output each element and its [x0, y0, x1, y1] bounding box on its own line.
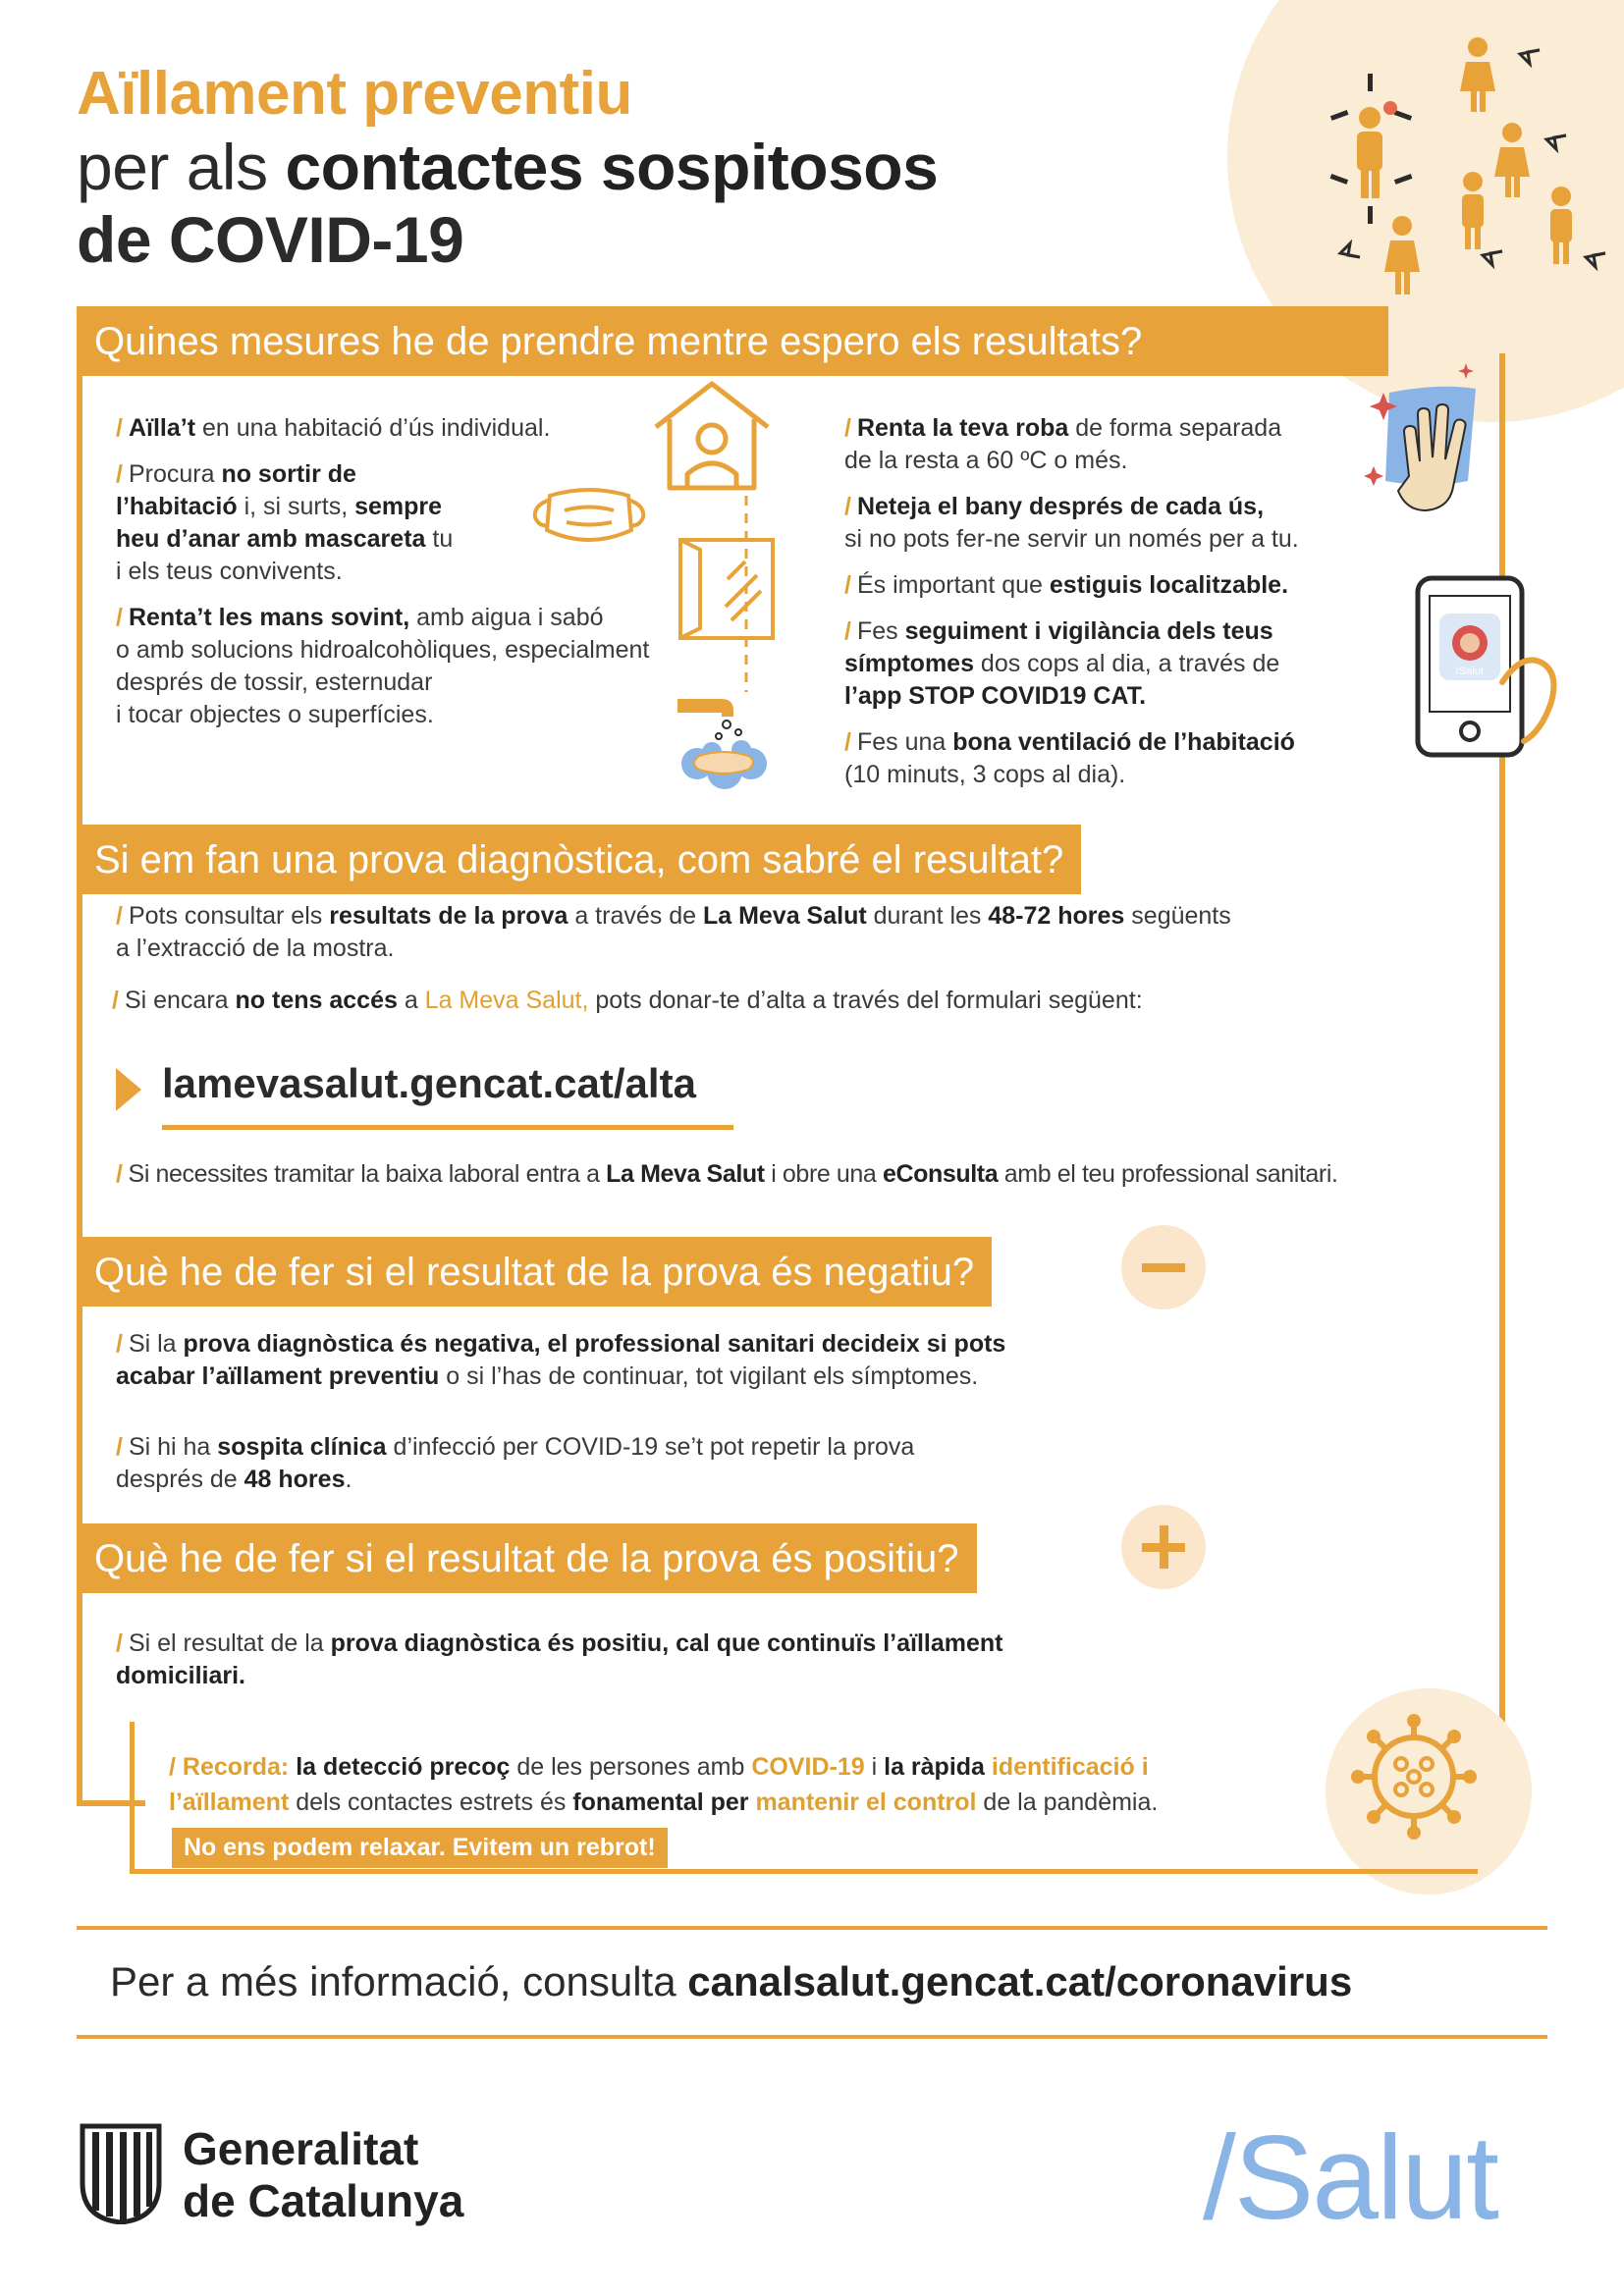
negative-paragraph-2: / Si hi ha sospita clínica d’infecció per COVID-19 se’t pot repetir la prova després de 48 hores. [116, 1433, 915, 1493]
negative-paragraph-1: / Si la prova diagnòstica és negativa, el professional sanitari decideix si pots acabar l’aïllament preventiu o si l’has de continuar, tot vigilant els símptomes. [116, 1330, 1006, 1390]
signup-link[interactable]: lamevasalut.gencat.cat/alta [162, 1060, 696, 1106]
sick-leave-paragraph: / Si necessites tramitar la baixa laboral entra a La Meva Salut i obre una eConsulta amb el teu professional sanitari. [116, 1160, 1338, 1188]
section-heading-measures: Quines mesures he de prendre mentre espero els resultats? [77, 306, 1388, 376]
house-person-icon [648, 378, 776, 496]
person-icon [1357, 107, 1382, 198]
person-icon [1462, 172, 1484, 249]
measure-be-reachable: / És important que estiguis localitzable. [844, 571, 1289, 599]
person-icon [1550, 187, 1572, 264]
measure-wash-hands: / Renta’t les mans sovint, amb aigua i sabó o amb solucions hidroalcohòliques, especialment després de tossir, esternudar i tocar objectes o superfícies. [116, 604, 650, 728]
section-heading-negative: Què he de fer si el resultat de la prova és negatiu? [77, 1237, 992, 1307]
more-info-link[interactable]: canalsalut.gencat.cat/coronavirus [687, 1958, 1353, 2004]
footer-rule-top [77, 1926, 1547, 1930]
measure-monitor-symptoms: / Fes seguiment i vigilància dels teus símptomes dos cops al dia, a través de l’app STOP COVID19 CAT. [844, 617, 1280, 710]
generalitat-name-2: de Catalunya [183, 2175, 464, 2226]
reminder-text: / Recorda: la detecció precoç de les persones amb COVID-19 i la ràpida identificació i l’aïllament dels contactes estrets és fonamental per mantenir el control de la pandèmia. [169, 1753, 1159, 1816]
more-info: Per a més informació, consulta canalsalut.gencat.cat/coronavirus [110, 1958, 1353, 2004]
positive-paragraph: / Si el resultat de la prova diagnòstica és positiu, cal que continuïs l’aïllament domiciliari. [116, 1629, 1003, 1689]
reminder-banner: No ens podem relaxar. Evitem un rebrot! [172, 1828, 668, 1868]
person-icon [1384, 216, 1420, 294]
no-access-paragraph: / Si encara no tens accés a La Meva Salut, pots donar-te d’alta a través del formulari següent: [112, 987, 1143, 1014]
salut-logo: /Salut [1203, 2110, 1497, 2244]
svg-text:/Salut: /Salut [1455, 666, 1485, 677]
url-underline [162, 1125, 733, 1130]
title-line-1: Aïllament preventiu [77, 60, 632, 128]
virus-icon [1350, 1713, 1478, 1841]
phone-app-icon [1412, 574, 1569, 761]
plus-icon [1121, 1505, 1206, 1589]
measure-isolate: / Aïlla’t en una habitació d’ús individual. [116, 414, 551, 442]
cloth-hand-icon [1360, 363, 1507, 550]
window-icon [673, 530, 781, 648]
url-arrow-icon [116, 1068, 141, 1111]
footer-rule-bottom [77, 2035, 1547, 2039]
measure-stay-in-room: / Procura no sortir de l’habitació i, si surts, sempre heu d’anar amb mascareta tu i els teus convivents. [116, 460, 454, 585]
people-crowd-illustration [1306, 29, 1620, 304]
title-line-3: de COVID-19 [77, 203, 464, 276]
person-icon [1494, 123, 1530, 197]
mask-icon [525, 476, 653, 555]
generalitat-name-1: Generalitat [183, 2123, 419, 2174]
generalitat-logo [77, 2122, 165, 2224]
person-icon [1460, 37, 1495, 112]
measure-clean-bathroom: / Neteja el bany després de cada ús, si no pots fer-ne servir un només per a tu. [844, 493, 1299, 553]
measure-ventilation: / Fes una bona ventilació de l’habitació (10 minuts, 3 cops al dia). [844, 728, 1295, 788]
section-heading-diagnostic-test: Si em fan una prova diagnòstica, com sabré el resultat? [77, 825, 1081, 894]
measure-wash-clothes: / Renta la teva roba de forma separada de la resta a 60 ºC o més. [844, 414, 1282, 474]
handwash-icon [668, 677, 785, 795]
title-line-2: per als contactes sospitosos [77, 131, 939, 203]
measures-right-column [844, 412, 1434, 791]
section-heading-positive: Què he de fer si el resultat de la prova és positiu? [77, 1523, 977, 1593]
dashed-connector [741, 496, 751, 692]
minus-icon [1121, 1225, 1206, 1309]
results-paragraph: / Pots consultar els resultats de la prova a través de La Meva Salut durant les 48-72 hores següents a l’extracció de la mostra. [116, 902, 1231, 962]
